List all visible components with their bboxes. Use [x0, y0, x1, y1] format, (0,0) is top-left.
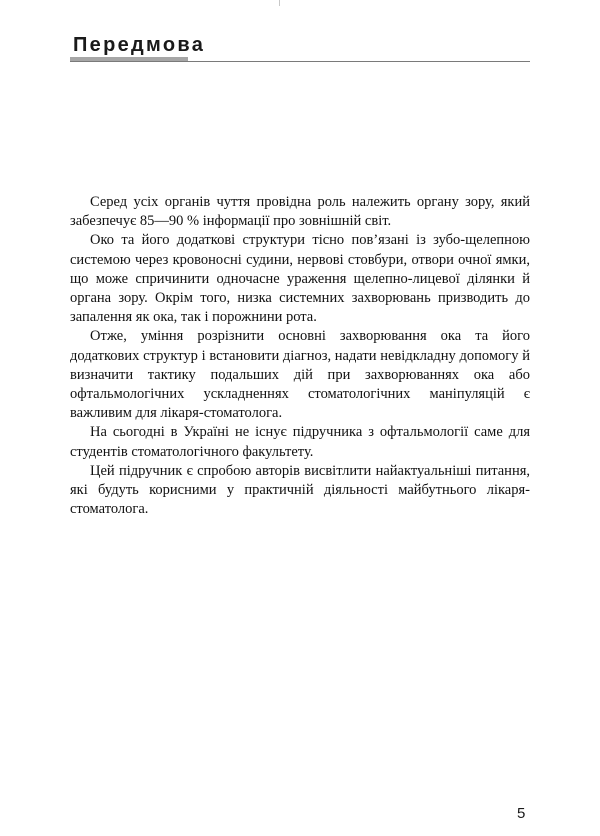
section-title: Передмова [73, 34, 206, 56]
paragraph-2: Око та його додаткові структури тісно пов’язані із зубо-щелепною системою через кровоносні судини, нервові стовбури, отвори очної ямки, що може спричинити одночасне ураження щелепно-лицевої ділянки й органа зору. Окрім того, низка системних захворювань призводить до запалення як ока, так і порожнини рота. [70, 232, 530, 326]
preface-body [70, 193, 530, 519]
paragraph-4: На сьогодні в Україні не існує підручника з офтальмології саме для студентів стоматологічного факультету. [70, 424, 530, 460]
header-rule [70, 61, 530, 62]
paragraph-5: Цей підручник є спробою авторів висвітлити найактуальніші питання, які будуть корисними у практичній діяльності майбутнього лікаря-стоматолога. [70, 462, 530, 518]
section-header [70, 27, 530, 67]
top-margin-tick [279, 0, 280, 6]
paragraph-3: Отже, уміння розрізнити основні захворювання ока та його додаткових структур і встановити діагноз, надати невідкладну допомогу й визначити тактику подальших дій при захворюваннях ока або офтальмологічних ускладненнях стоматологічних маніпуляцій є важливим для лікаря-стоматолога. [70, 328, 530, 422]
paragraph-1: Серед усіх органів чуття провідна роль належить органу зору, який забезпечує 85—90 % інформації про зовнішній світ. [70, 194, 530, 230]
page-number: 5 [517, 805, 526, 822]
